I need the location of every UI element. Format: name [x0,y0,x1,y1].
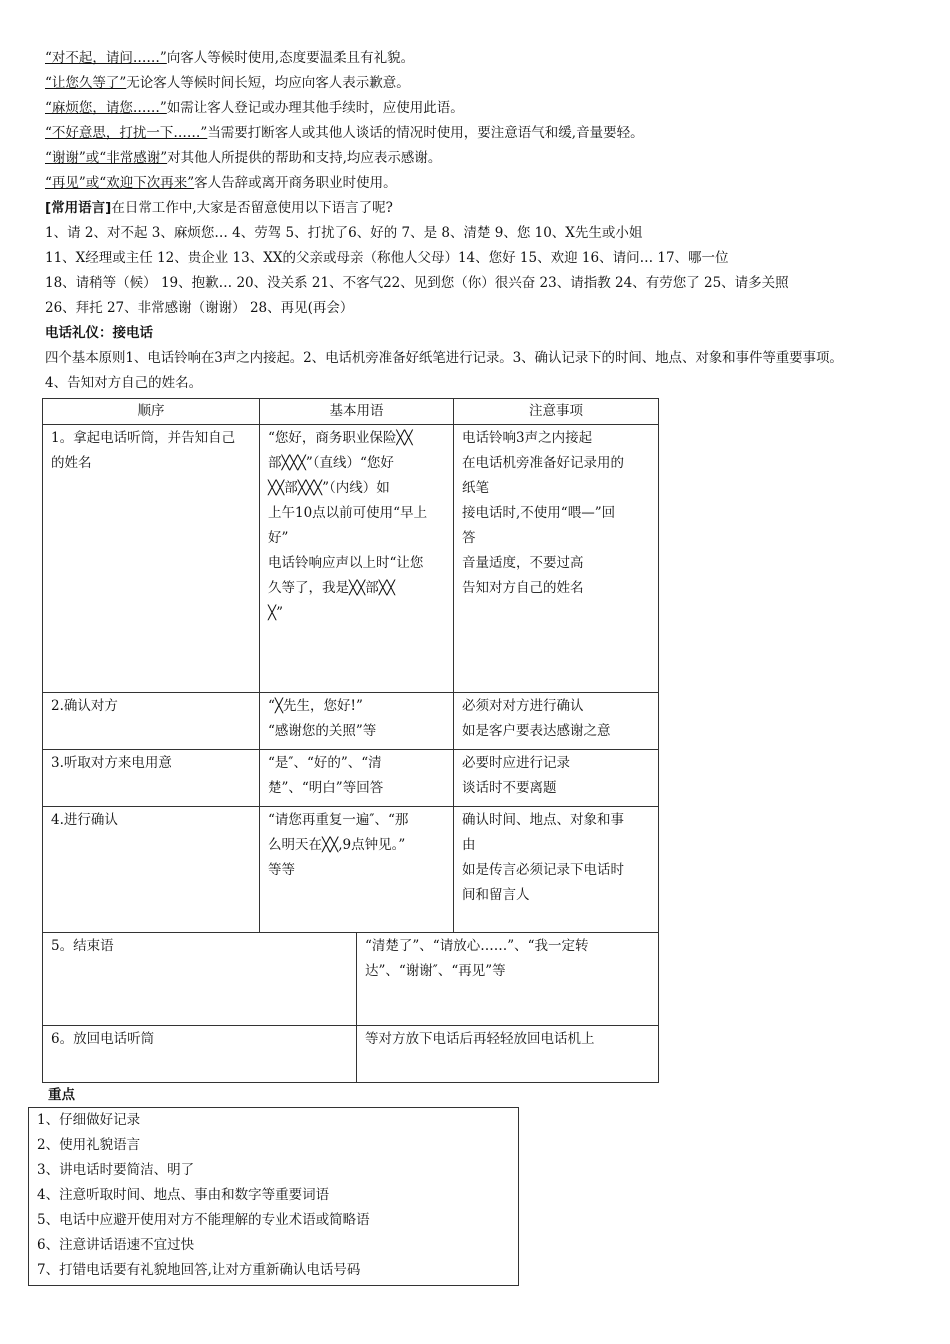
cell-text: 由 [462,837,476,853]
phrase-line [45,71,925,96]
common-language-line: 1、请 2、对不起 3、麻烦您… 4、劳驾 5、打扰了6、好的 7、是 8、清楚 9、您 10、X先生或小姐 [45,225,643,241]
cell-text: 上午10点以前可使用“早上 [268,505,428,521]
phrase-cell [357,933,659,1026]
document-body [45,46,925,396]
cell-text: 音量适度，不要过高 [462,555,584,571]
phrase-quote: “让您久等了” [45,75,127,91]
cell-text: 5。结束语 [51,938,114,954]
cell-text: 好” [268,530,289,546]
list-item: 1、仔细做好记录 [37,1112,141,1128]
cell-text: 告知对方自己的姓名 [462,580,584,596]
note-cell [454,425,659,693]
table-row [43,425,659,693]
cell-text: 1。拿起电话听筒，并告知自己 [51,430,236,446]
cell-text: 久等了，我是╳╳部╳╳ [268,580,396,596]
cell-text: 必须对对方进行确认 [462,698,584,714]
key-points-box [28,1107,519,1286]
phrase-quote: “不好意思，打扰一下……” [45,125,208,141]
cell-text: 如是传言必须记录下电话时 [462,862,624,878]
note-cell [454,750,659,807]
cell-text: “感谢您的关照”等 [268,723,377,739]
cell-text: 接电话时,不使用“喂—”回 [462,505,616,521]
phrase-line [45,121,925,146]
phrase-quote: “麻烦您，请您……” [45,100,167,116]
cell-text: 等等 [268,862,295,878]
section-title: 电话礼仪：接电话 [45,325,153,341]
cell-text: 楚”、“明白”等回答 [268,780,384,796]
step-cell [43,693,260,750]
cell-text: 2.确认对方 [51,698,118,714]
list-item: 5、电话中应避开使用对方不能理解的专业术语或简略语 [37,1212,370,1228]
cell-text: ╳╳部╳╳╳”（内线）如 [268,480,390,496]
cell-text: 的姓名 [51,455,92,471]
cell-text: 答 [462,530,476,546]
list-item: 3、讲电话时要简洁、明了 [37,1162,195,1178]
step-cell [43,933,357,1026]
cell-text: 如是客户要表达感谢之意 [462,723,611,739]
cell-text: 纸笔 [462,480,489,496]
cell-text: 6。放回电话听筒 [51,1031,155,1047]
key-points-title: 重点 [48,1087,75,1103]
common-language-line: 26、拜托 27、非常感谢（谢谢） 28、再见(再会） [45,300,354,316]
common-language-intro [45,196,925,221]
phone-etiquette-table [42,398,659,1083]
cell-text: 么明天在╳╳,9点钟见。” [268,837,406,853]
phrase-quote: “对不起，请问……” [45,50,167,66]
phrase-desc: 当需要打断客人或其他人谈话的情况时使用，要注意语气和缓,音量要轻。 [207,125,644,141]
cell-text: 达”、“谢谢″、“再见”等 [365,963,506,979]
cell-text: 部╳╳╳”（直线）“您好 [268,455,394,471]
header-note: 注意事项 [454,399,659,425]
cell-text: “请您再重复一遍″、“那 [268,812,409,828]
table-row [43,693,659,750]
table-row [43,807,659,933]
phrase-quote: “谢谢”或“非常感谢” [45,150,168,166]
table-row [43,1026,659,1083]
cell-text: 电话铃响应声以上时“让您 [268,555,424,571]
step-cell [43,807,260,933]
header-phrase: 基本用语 [260,399,454,425]
common-language-intro-text: 在日常工作中,大家是否留意使用以下语言了呢? [111,200,393,216]
note-cell [454,693,659,750]
phrase-desc: 客人告辞或离开商务职业时使用。 [194,175,397,191]
list-item: 7、打错电话要有礼貌地回答,让对方重新确认电话号码 [37,1262,361,1278]
cell-text: “您好，商务职业保险╳╳ [268,430,413,446]
phrase-line [45,96,925,121]
phrase-line [45,146,925,171]
phrase-desc: 无论客人等候时间长短，均应向客人表示歉意。 [126,75,410,91]
phrase-quote: “再见”或“欢迎下次再来” [45,175,195,191]
cell-text: 必要时应进行记录 [462,755,570,771]
common-language-line: 18、请稍等（候） 19、抱歉… 20、没关系 21、不客气22、见到您（你）很兴奋 23、请指教 24、有劳您了 25、请多关照 [45,275,789,291]
cell-text: 等对方放下电话后再轻轻放回电话机上 [365,1031,595,1047]
common-language-line: 11、X经理或主任 12、贵企业 13、XX的父亲或母亲（称他人父母）14、您好 15、欢迎 16、请问… 17、哪一位 [45,250,729,266]
phrase-line [45,171,925,196]
table-header-row [43,399,659,425]
step-cell [43,425,260,693]
phrase-desc: 如需让客人登记或办理其他手续时，应使用此语。 [166,100,464,116]
table-row [43,933,659,1026]
cell-text: 电话铃响3声之内接起 [462,430,593,446]
cell-text: “是″、“好的”、“清 [268,755,382,771]
step-cell [43,750,260,807]
phrase-line [45,46,925,71]
phrase-cell [260,693,454,750]
principles-line: 4、告知对方自己的姓名。 [45,375,203,391]
cell-text: 确认时间、地点、对象和事 [462,812,624,828]
cell-text: 3.听取对方来电用意 [51,755,172,771]
list-item: 2、使用礼貌语言 [37,1137,141,1153]
table-row [43,750,659,807]
phrase-cell [357,1026,659,1083]
list-item: 4、注意听取时间、地点、事由和数字等重要词语 [37,1187,330,1203]
phrase-cell [260,425,454,693]
phrase-cell [260,750,454,807]
cell-text: “清楚了”、“请放心……”、“我一定转 [365,938,589,954]
phrase-cell [260,807,454,933]
common-language-label: [常用语言] [45,200,112,216]
phrase-desc: 对其他人所提供的帮助和支持,均应表示感谢。 [167,150,442,166]
cell-text: 谈话时不要离题 [462,780,557,796]
cell-text: ╳” [268,605,284,621]
cell-text: 间和留言人 [462,887,530,903]
phrase-desc: 向客人等候时使用,态度要温柔且有礼貌。 [166,50,415,66]
cell-text: 4.进行确认 [51,812,118,828]
note-cell [454,807,659,933]
cell-text: “╳先生，您好!” [268,698,363,714]
step-cell [43,1026,357,1083]
principles-line: 四个基本原则1、电话铃响在3声之内接起。2、电话机旁准备好纸笔进行记录。3、确认记录下的时间、地点、对象和事件等重要事项。 [45,350,843,366]
header-step: 顺序 [43,399,260,425]
cell-text: 在电话机旁准备好记录用的 [462,455,624,471]
list-item: 6、注意讲话语速不宜过快 [37,1237,195,1253]
